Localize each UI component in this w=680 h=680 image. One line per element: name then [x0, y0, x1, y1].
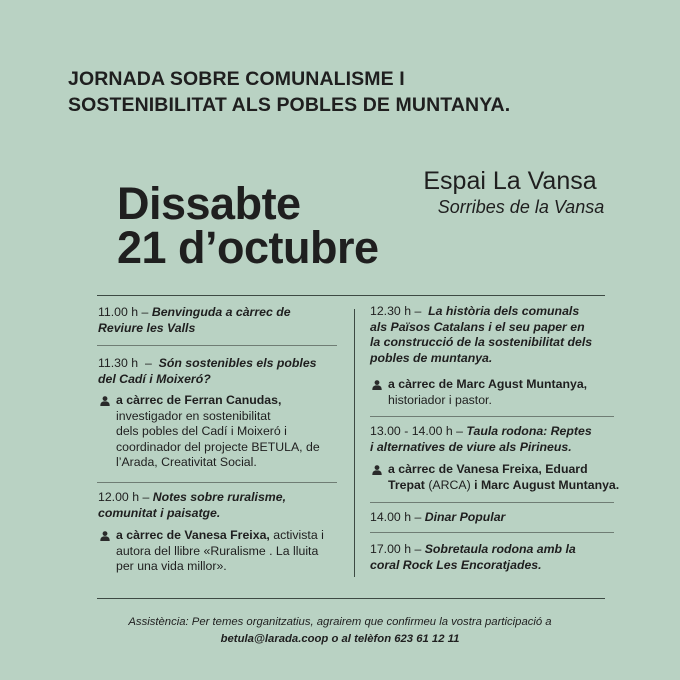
- headline-line-2: SOSTENIBILITAT ALS POBLES DE MUNTANYA.: [68, 94, 511, 116]
- item-time: 17.00 h: [370, 542, 412, 556]
- speaker-name: a càrrec de Vanesa Freixa, Eduard: [388, 462, 588, 476]
- speaker-info: [388, 462, 618, 493]
- item-title-cont: pobles de muntanya.: [370, 350, 493, 365]
- top-divider: [97, 295, 605, 296]
- right-divider-2: [370, 502, 614, 503]
- program-item: [98, 490, 343, 521]
- date-day-month: 21 d’octubre: [117, 222, 379, 273]
- program-item: [98, 305, 343, 336]
- item-title: Sobretaula rodona amb la: [424, 542, 576, 556]
- date-weekday: Dissabte: [117, 178, 301, 229]
- speaker-desc: coordinador del projecte BETULA, de: [116, 439, 320, 454]
- speaker-info: [388, 377, 618, 408]
- item-time: 11.00 h: [98, 305, 139, 319]
- person-icon: [372, 465, 382, 475]
- program-item: [370, 304, 620, 366]
- dash: –: [414, 510, 422, 524]
- dash: –: [456, 424, 463, 438]
- speaker-name: a càrrec de Ferran Canudas,: [116, 393, 282, 407]
- speaker-desc: historiador i pastor.: [388, 392, 492, 407]
- program-item: [370, 424, 620, 455]
- dash: –: [414, 304, 422, 318]
- dash: –: [414, 542, 422, 556]
- event-date: [117, 178, 379, 273]
- item-time: 12.00 h: [98, 490, 140, 504]
- speaker-desc: autora del llibre «Ruralisme . La lluita: [116, 543, 319, 558]
- item-title-cont: Reviure les Valls: [98, 320, 196, 335]
- venue-place: Sorribes de la Vansa: [437, 197, 605, 217]
- item-title-cont: comunitat i paisatge.: [98, 505, 221, 520]
- dash: –: [144, 356, 152, 370]
- person-icon: [372, 380, 382, 390]
- right-divider-1: [370, 416, 614, 417]
- dash: –: [142, 490, 150, 504]
- bottom-divider: [97, 598, 605, 599]
- program-item: [370, 510, 620, 526]
- headline-line-1: JORNADA SOBRE COMUNALISME I: [68, 68, 405, 90]
- item-time: 11.30 h: [98, 356, 139, 370]
- speaker-name: Trepat: [388, 477, 425, 492]
- item-title: Dinar Popular: [424, 510, 506, 524]
- event-headline: [68, 66, 628, 118]
- item-time: 12.30 h: [370, 304, 412, 318]
- item-title-cont: als Països Catalans i el seu paper en: [370, 319, 585, 334]
- speaker-org: (ARCA): [424, 477, 475, 492]
- item-title: Són sostenibles els pobles: [158, 356, 317, 370]
- contact-phone[interactable]: 623 61 12 11: [394, 633, 460, 645]
- speaker-desc: per una vida millor».: [116, 559, 227, 573]
- speaker-desc: activista i: [269, 528, 324, 542]
- speaker-desc: dels pobles del Cadí i Moixeró i: [116, 424, 287, 438]
- column-divider: [354, 309, 355, 577]
- venue-name: Espai La Vansa: [423, 167, 597, 195]
- item-title-cont: la construcció de la sostenibilitat dels: [370, 335, 593, 349]
- contact-email[interactable]: betula@larada.coop: [220, 633, 329, 645]
- venue: [390, 166, 630, 218]
- program-item: [98, 356, 343, 387]
- speaker-info: [116, 393, 346, 471]
- left-divider-1: [97, 345, 337, 346]
- person-icon: [100, 531, 110, 541]
- item-title: Notes sobre ruralisme,: [152, 490, 286, 504]
- item-time: 14.00 h: [370, 510, 412, 524]
- item-title: Taula rodona: Reptes: [466, 424, 592, 438]
- item-time: 13.00 - 14.00 h: [370, 424, 453, 438]
- attendance-note: [0, 614, 680, 648]
- dash: –: [141, 305, 149, 319]
- item-title: Benvinguda a càrrec de: [151, 305, 291, 319]
- right-divider-3: [370, 532, 614, 533]
- item-title-cont: del Cadí i Moixeró?: [98, 371, 211, 386]
- speaker-name: i Marc August Muntanya.: [474, 477, 620, 492]
- left-divider-2: [97, 482, 337, 483]
- speaker-name: a càrrec de Marc Agust Muntanya,: [388, 377, 588, 391]
- item-title: La història dels comunals: [428, 304, 580, 318]
- attendance-text: Assistència: Per temes organitzatius, agrairem que confirmeu la vostra participació a: [128, 616, 552, 628]
- speaker-name: a càrrec de Vanesa Freixa,: [116, 528, 270, 542]
- item-title-cont: coral Rock Les Encoratjades.: [370, 557, 542, 572]
- item-title-cont: i alternatives de viure als Pirineus.: [370, 439, 572, 454]
- contact-middle: o al telèfon: [328, 633, 395, 645]
- person-icon: [100, 396, 110, 406]
- speaker-desc: l’Arada, Creativitat Social.: [116, 455, 257, 469]
- speaker-info: [116, 528, 346, 575]
- speaker-desc: investigador en sostenibilitat: [116, 408, 271, 423]
- program-item: [370, 542, 620, 573]
